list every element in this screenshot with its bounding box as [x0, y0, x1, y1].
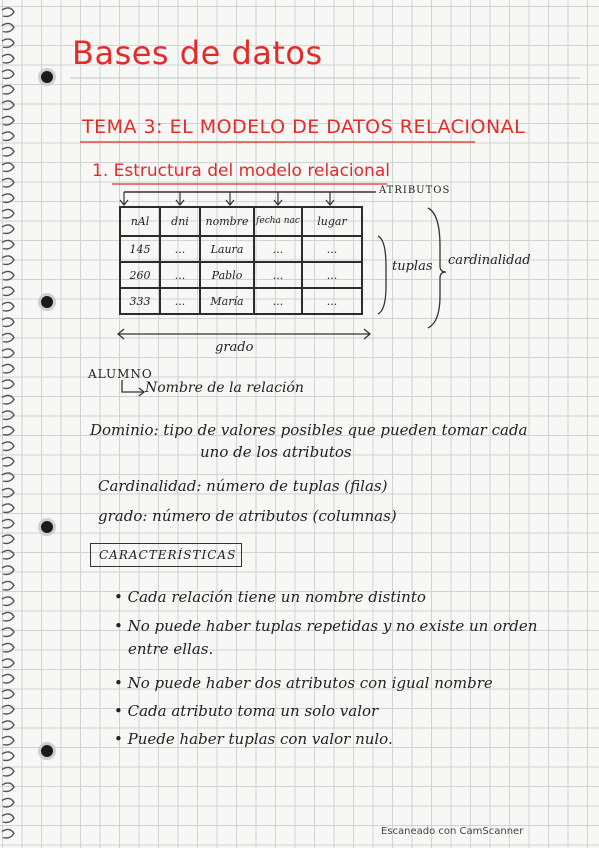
spiral-ring	[2, 519, 14, 528]
tema-underline	[80, 140, 480, 144]
tema-heading: TEMA 3: EL MODELO DE DATOS RELACIONAL	[82, 116, 526, 138]
spiral-ring	[2, 85, 14, 94]
list-item: • No puede haber tuplas repetidas y no existe un orden	[114, 617, 538, 635]
header-cell: lugar	[302, 207, 362, 236]
table-header-row	[120, 207, 362, 236]
title-underline	[70, 76, 580, 80]
relation-caption: Nombre de la relación	[145, 380, 304, 396]
list-item-text: Puede haber tuplas con valor nulo.	[127, 730, 393, 748]
spiral-ring	[2, 473, 14, 482]
punch-hole	[38, 518, 56, 536]
spiral-ring	[2, 581, 14, 590]
punch-hole	[38, 293, 56, 311]
spiral-ring	[2, 597, 14, 606]
spiral-ring	[2, 8, 14, 17]
spiral-ring	[2, 643, 14, 652]
list-item-text: Cada relación tiene un nombre distinto	[127, 588, 426, 606]
spiral-ring	[2, 54, 14, 63]
spiral-ring	[2, 209, 14, 218]
spiral-ring	[2, 550, 14, 559]
dominio-line-1: Dominio: tipo de valores posibles que pueden tomar cada	[90, 421, 528, 439]
punch-hole	[38, 742, 56, 760]
spiral-ring	[2, 225, 14, 234]
header-cell: fecha nac	[254, 207, 302, 236]
spiral-ring	[2, 163, 14, 172]
spiral-ring	[2, 736, 14, 745]
table-cell: Laura	[200, 236, 254, 262]
dominio-line-2: uno de los atributos	[200, 443, 352, 461]
spiral-ring	[2, 690, 14, 699]
spiral-ring	[2, 132, 14, 141]
spiral-ring	[2, 364, 14, 373]
table-cell: ...	[254, 288, 302, 314]
header-cell: nombre	[200, 207, 254, 236]
table-cell: ...	[302, 262, 362, 288]
table-cell: 145	[120, 236, 160, 262]
spiral-ring	[2, 829, 14, 838]
spiral-ring	[2, 240, 14, 249]
spiral-ring	[2, 395, 14, 404]
header-cell: nAl	[120, 207, 160, 236]
header-cell: dni	[160, 207, 200, 236]
spiral-ring	[2, 70, 14, 79]
spiral-ring	[2, 271, 14, 280]
table-cell: ...	[160, 288, 200, 314]
table-cell: María	[200, 288, 254, 314]
caracteristicas-heading: CARACTERÍSTICAS	[90, 543, 242, 567]
spiral-ring	[2, 504, 14, 513]
scanner-watermark: Escaneado con CamScanner	[381, 826, 524, 837]
spiral-ring	[2, 457, 14, 466]
spiral-ring	[2, 535, 14, 544]
spiral-ring	[2, 333, 14, 342]
punch-hole	[38, 68, 56, 86]
table-cell: ...	[160, 262, 200, 288]
spiral-ring	[2, 178, 14, 187]
spiral-ring	[2, 566, 14, 575]
table-cell: ...	[302, 236, 362, 262]
list-item: • Puede haber tuplas con valor nulo.	[114, 730, 393, 748]
spiral-ring	[2, 256, 14, 265]
table-cell: ...	[254, 262, 302, 288]
relation-table	[119, 206, 363, 315]
spiral-ring	[2, 426, 14, 435]
spiral-ring	[2, 380, 14, 389]
section-heading: 1. Estructura del modelo relacional	[92, 161, 390, 181]
tuplas-label: tuplas	[392, 259, 433, 274]
spiral-binding	[0, 0, 30, 848]
grado-label: grado	[215, 340, 254, 355]
table-row	[120, 262, 362, 288]
spiral-ring	[2, 783, 14, 792]
page-title: Bases de datos	[72, 34, 323, 72]
relation-name: ALUMNO	[88, 367, 153, 381]
spiral-ring	[2, 488, 14, 497]
atributos-label: ATRIBUTOS	[379, 185, 451, 196]
spiral-ring	[2, 628, 14, 637]
spiral-ring	[2, 116, 14, 125]
table-cell: ...	[302, 288, 362, 314]
spiral-ring	[2, 814, 14, 823]
spiral-ring	[2, 194, 14, 203]
spiral-ring	[2, 411, 14, 420]
grado-definition: grado: número de atributos (columnas)	[98, 507, 397, 525]
table-cell: 333	[120, 288, 160, 314]
spiral-ring	[2, 302, 14, 311]
spiral-ring	[2, 101, 14, 110]
spiral-ring	[2, 287, 14, 296]
list-item-continuation: entre ellas.	[128, 640, 214, 658]
table-cell: ...	[160, 236, 200, 262]
spiral-ring	[2, 349, 14, 358]
table-cell: ...	[254, 236, 302, 262]
list-item-text: No puede haber tuplas repetidas y no existe un orden	[127, 617, 538, 635]
spiral-rings	[0, 0, 30, 848]
spiral-ring	[2, 147, 14, 156]
table-cell: 260	[120, 262, 160, 288]
list-item-text: Cada atributo toma un solo valor	[127, 702, 379, 720]
list-item: • Cada relación tiene un nombre distinto	[114, 588, 426, 606]
spiral-ring	[2, 798, 14, 807]
spiral-ring	[2, 705, 14, 714]
spiral-ring	[2, 767, 14, 776]
spiral-ring	[2, 674, 14, 683]
spiral-ring	[2, 442, 14, 451]
list-item-text: No puede haber dos atributos con igual nombre	[127, 674, 493, 692]
spiral-ring	[2, 318, 14, 327]
table-row	[120, 288, 362, 314]
spiral-ring	[2, 721, 14, 730]
spiral-ring	[2, 23, 14, 32]
list-item: • No puede haber dos atributos con igual nombre	[114, 674, 493, 692]
spiral-ring	[2, 612, 14, 621]
list-item: • Cada atributo toma un solo valor	[114, 702, 379, 720]
cardinalidad-definition: Cardinalidad: número de tuplas (filas)	[98, 477, 388, 495]
spiral-ring	[2, 752, 14, 761]
spiral-ring	[2, 39, 14, 48]
cardinalidad-label: cardinalidad	[448, 253, 531, 268]
table-cell: Pablo	[200, 262, 254, 288]
table-row	[120, 236, 362, 262]
spiral-ring	[2, 659, 14, 668]
